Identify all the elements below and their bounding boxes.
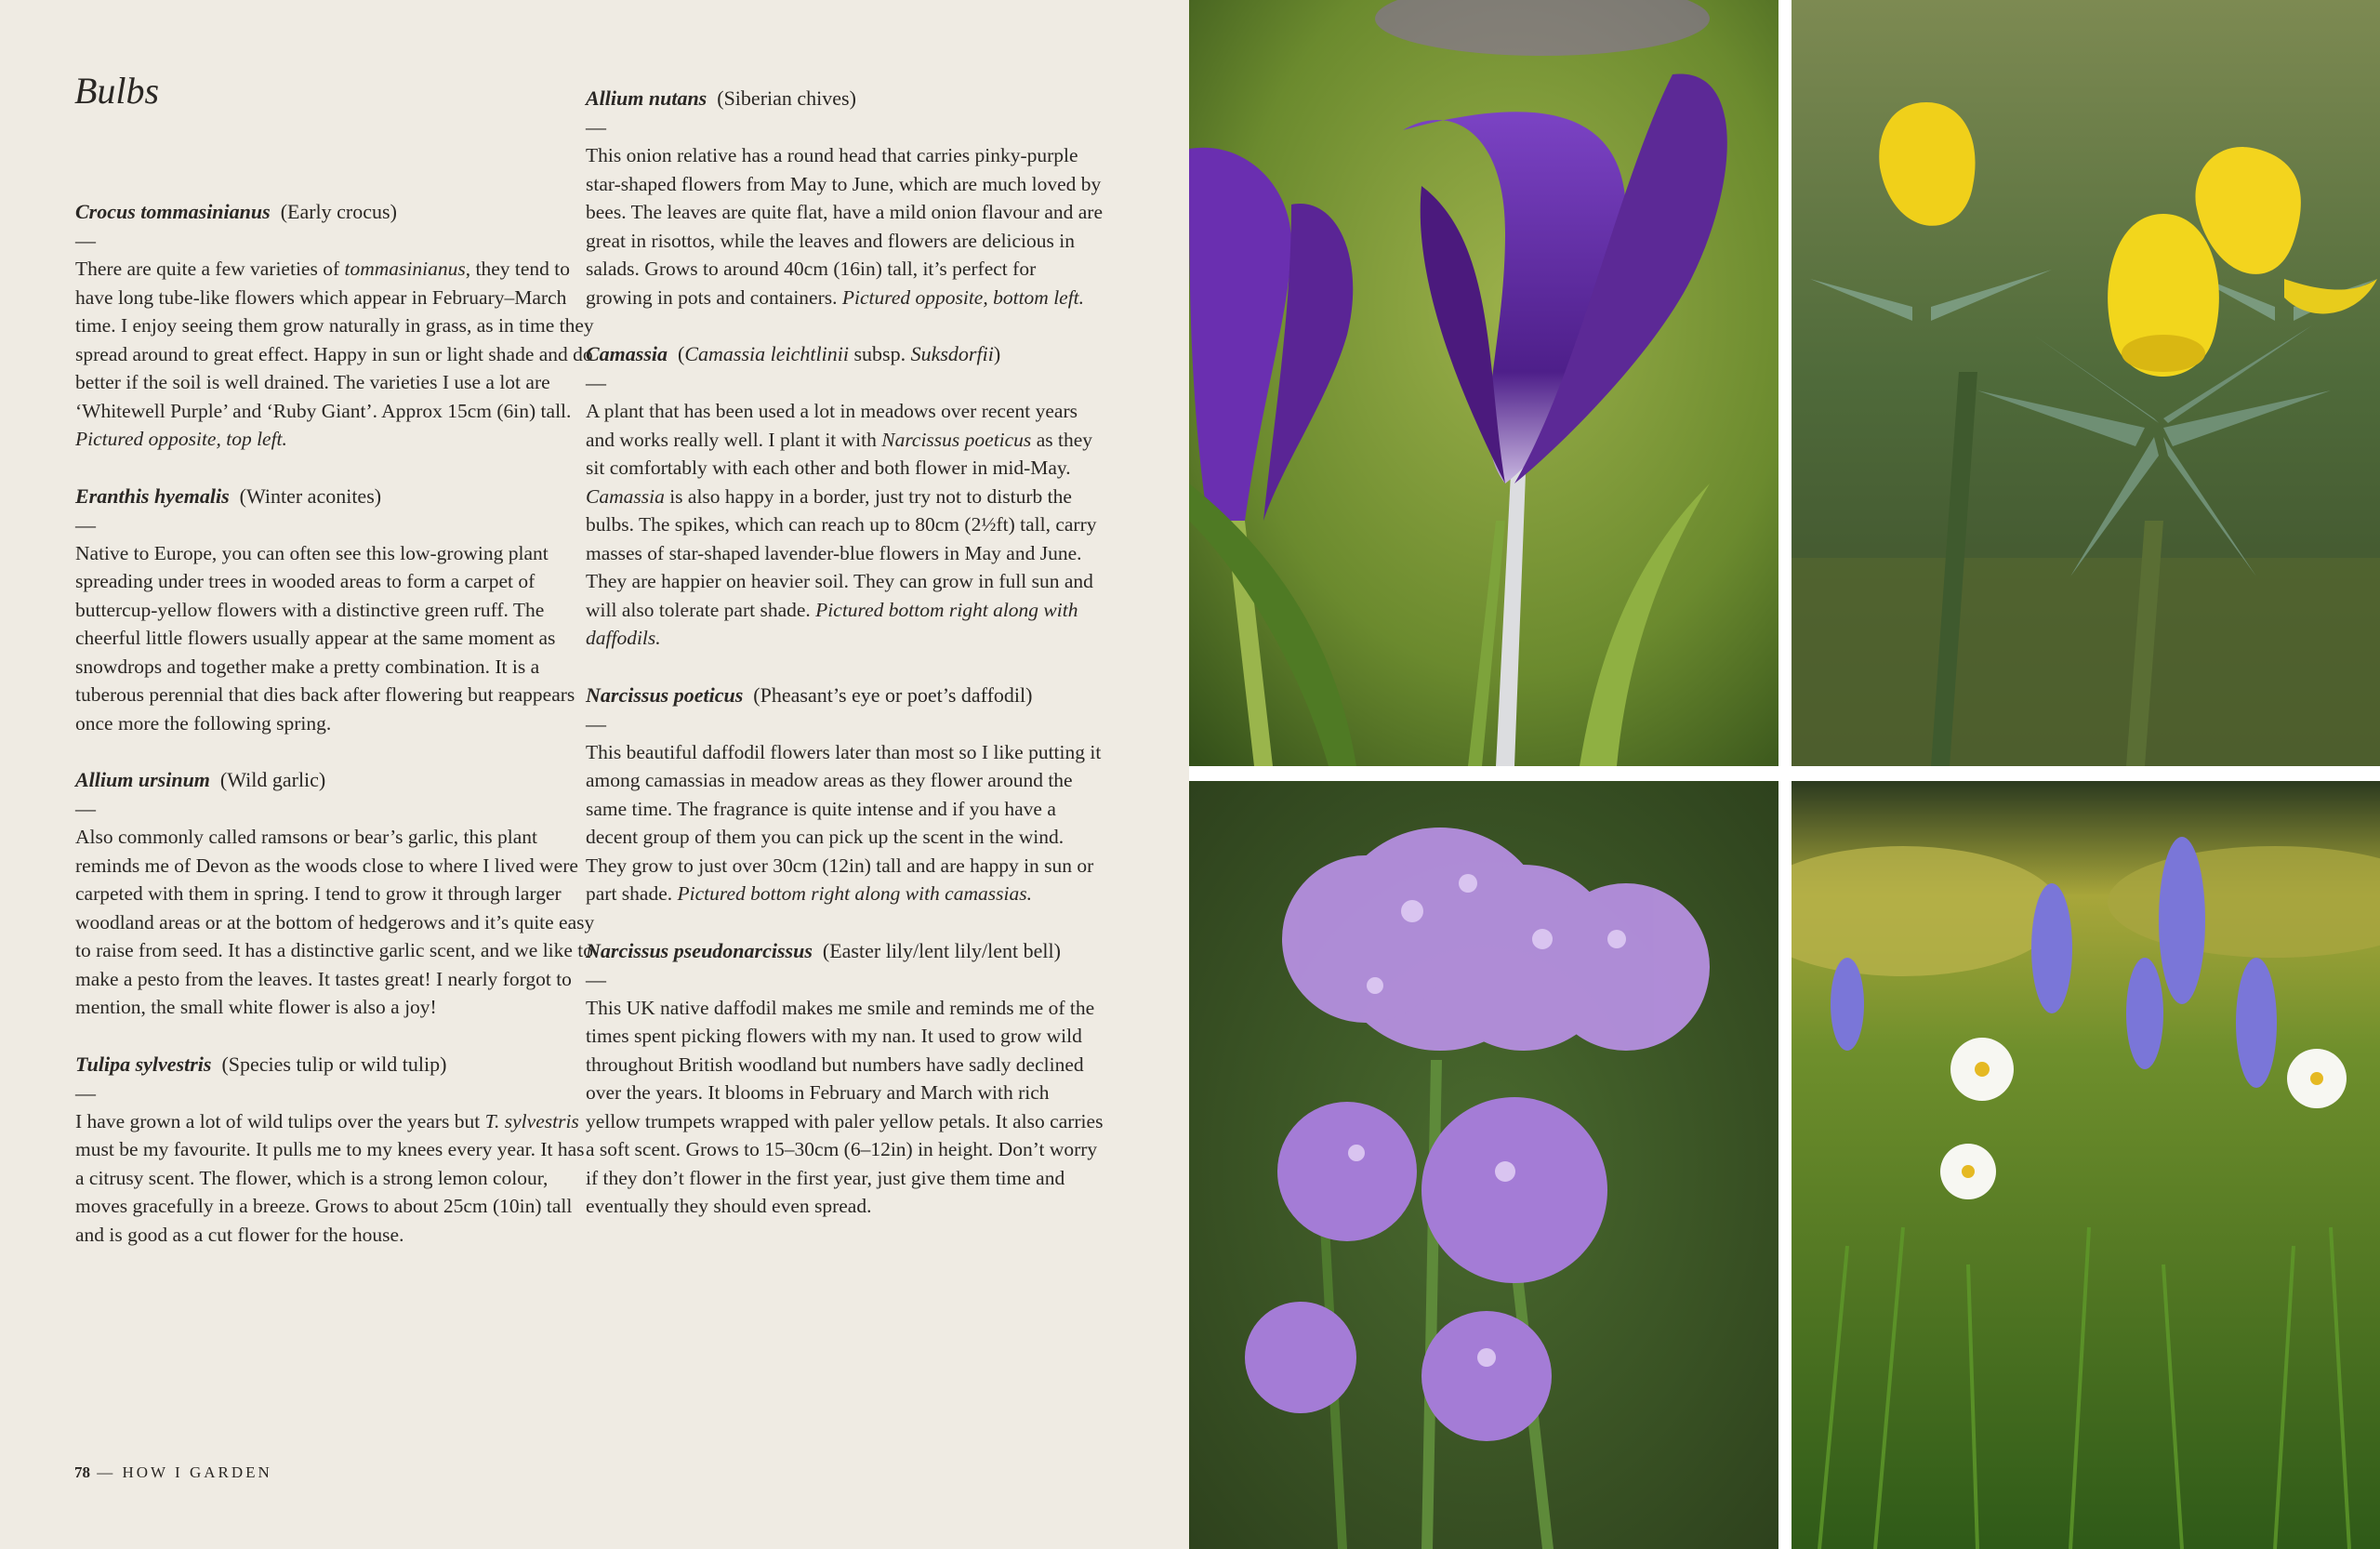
plant-heading (586, 339, 1106, 368)
entry-eranthis (75, 482, 596, 738)
common-name: (Species tulip or wild tulip) (221, 1052, 447, 1076)
description-run: This beautiful daffodil flowers later than most so I like putting it among camassias in meadow areas as they flower around the same time. The fragrance is quite intense and if you have a decent group of them you can pick up the scent in the wind. They grow to just over 30cm (12in) tall and are happy in sun or part shade. (586, 740, 1102, 905)
description-run: This onion relative has a round head that carries pinky-purple star-shaped flowers from May to June, which are much loved by bees. The leaves are quite flat, have a mild onion flavour and are great in risottos, while the leaves and flowers are delicious in salads. Grows to around 40cm (16in) tall, it’s perfect for growing in pots and containers. (586, 144, 1103, 309)
latin-name: Eranthis hyemalis (75, 483, 230, 508)
entry-crocus (75, 197, 596, 454)
plant-description (586, 141, 1106, 311)
description-run: tommasinianus (344, 258, 466, 280)
description-run: This UK native daffodil makes me smile and reminds me of the times spent picking flowers with my nan. It used to grow wild throughout British woodland but numbers have sadly declined over the years. It blooms in February and March with rich yellow trumpets wrapped with paler yellow petals. It also carries a soft scent. Grows to 15–30cm (6–12in) in height. Don’t worry if they don’t flower in the first year, just give them time and eventually they should even spread. (586, 996, 1104, 1217)
latin-name: Allium ursinum (75, 768, 210, 791)
entry-allium-nutans (586, 84, 1106, 311)
common-name-run: Camassia leichtlinii (684, 342, 849, 365)
section-title: Bulbs (74, 70, 160, 112)
entry-tulipa (75, 1050, 596, 1250)
plant-heading (586, 84, 1106, 113)
description-run: Pictured bottom right along with daffodils. (586, 598, 1078, 649)
description-run: , they tend to have long tube-like flowers which appear in February–March time. I enjoy seeing them grow naturally in grass, as in time they spread around to great effect. Happy in sun or light shade and do better if the soil is well drained. The varieties I use a lot are ‘Whitewell Purple’ and ‘Ruby Giant’. Approx 15cm (6in) tall. (75, 258, 594, 422)
common-name-run: Suksdorfii (910, 342, 994, 365)
book-title: HOW I GARDEN (122, 1463, 272, 1481)
description-run: is also happy in a border, just try not to disturb the bulbs. The spikes, which can reach up to 80cm (2½ft) tall, carry masses of star-shaped lavender-blue flowers in May and June. They are happier on heavier soil. They can grow in full sun and will also tolerate part shade. (586, 484, 1097, 621)
common-name-run: subsp. (848, 342, 911, 365)
description-run: Pictured opposite, top left. (75, 428, 287, 450)
plant-description (586, 738, 1106, 908)
plant-heading (75, 482, 596, 510)
plant-description (75, 539, 596, 738)
text-page (0, 0, 1181, 1549)
common-name: (Winter aconites) (239, 483, 382, 508)
latin-name: Tulipa sylvestris (75, 1052, 212, 1076)
em-dash-divider: — (75, 229, 96, 252)
entry-narcissus-pseudonarcissus (586, 936, 1106, 1221)
description-run: as they sit comfortably with each other and both flower in mid-May. (586, 428, 1092, 479)
entry-narcissus-poeticus (586, 681, 1106, 908)
plant-description (75, 823, 596, 1022)
plant-heading (75, 765, 596, 794)
description-run: Camassia (586, 484, 665, 508)
text-column-right (586, 84, 1106, 1249)
entry-camassia (586, 339, 1106, 653)
plant-heading (586, 936, 1106, 965)
common-name: (Wild garlic) (219, 768, 326, 791)
plant-description (75, 255, 596, 454)
plant-heading (75, 197, 596, 226)
em-dash-divider: — (586, 711, 606, 735)
crocus-photo (1189, 0, 1778, 766)
em-dash-divider: — (586, 371, 606, 394)
em-dash-divider: — (75, 512, 96, 536)
common-name: (Siberian chives) (717, 86, 856, 110)
description-run: Also commonly called ramsons or bear’s garlic, this plant reminds me of Devon as the woods close to where I lived were carpeted with them in spring. I tend to grow it through larger woodland areas or at the bottom of hedgerows and it’s quite easy to raise from seed. It has a distinctive garlic scent, and we like to make a pesto from the leaves. It tastes great! I nearly forgot to mention, the small white flower is also a joy! (75, 826, 595, 1018)
common-name: (Early crocus) (280, 200, 397, 223)
em-dash-divider: — (586, 967, 606, 991)
description-run: Pictured opposite, bottom left. (841, 285, 1085, 309)
description-run: Native to Europe, you can often see this low-growing plant spreading under trees in wooded areas to form a carpet of buttercup-yellow flowers with a distinctive green ruff. The cheerful little flowers usually appear at the same moment as snowdrops and together make a pretty combination. It is a tuberous perennial that dies back after flowering but reappears once more the following spring. (75, 541, 575, 735)
latin-name: Allium nutans (586, 86, 707, 110)
photo-grid (1189, 0, 2380, 1549)
common-name: (Easter lily/lent lily/lent bell) (822, 938, 1061, 962)
allium-nutans-photo (1189, 781, 1778, 1549)
winter-aconite-photo (1792, 0, 2380, 766)
common-name (678, 342, 1000, 365)
em-dash-divider: — (75, 1080, 96, 1105)
plant-description (586, 994, 1106, 1221)
description-run: must be my favourite. It pulls me to my knees every year. It has a citrusy scent. The flower, which is a strong lemon colour, moves gracefully in a breeze. Grows to about 25cm (10in) tall and is good as a cut flower for the house. (75, 1138, 585, 1246)
entry-allium-ursinum (75, 765, 596, 1022)
description-run: Narcissus poeticus (881, 428, 1032, 451)
common-name: (Pheasant’s eye or poet’s daffodil) (753, 682, 1033, 707)
footer-separator: — (97, 1463, 116, 1481)
common-name-run: ( (678, 342, 685, 365)
plant-heading (75, 1050, 596, 1079)
common-name-run: ) (993, 342, 1001, 365)
description-run: There are quite a few varieties of (75, 258, 345, 280)
latin-name: Camassia (586, 342, 668, 365)
plant-description (75, 1107, 596, 1250)
text-column-left (75, 197, 596, 1277)
description-run: I have grown a lot of wild tulips over the years but (75, 1109, 485, 1132)
em-dash-divider: — (586, 115, 606, 139)
page-footer (74, 1463, 272, 1482)
latin-name: Narcissus pseudonarcissus (586, 938, 813, 962)
page-number: 78 (74, 1463, 90, 1481)
plant-heading (586, 681, 1106, 709)
plant-description (586, 397, 1106, 653)
description-run: A plant that has been used a lot in meadows over recent years and works really well. I plant it with (586, 400, 1078, 451)
camassia-narcissus-photo (1792, 781, 2380, 1549)
em-dash-divider: — (75, 797, 96, 820)
latin-name: Crocus tommasinianus (75, 200, 271, 223)
latin-name: Narcissus poeticus (586, 682, 744, 707)
description-run: T. sylvestris (484, 1109, 579, 1132)
description-run: Pictured bottom right along with camassias. (677, 882, 1032, 905)
